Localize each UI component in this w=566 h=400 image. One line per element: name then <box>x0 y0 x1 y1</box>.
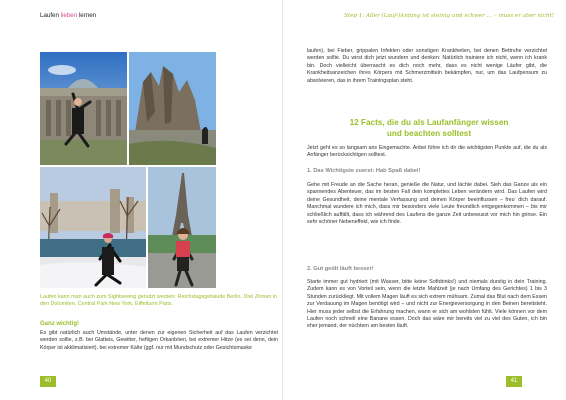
fact-1-body: Gehe mit Freude an die Sache heran, genieße die Natur, und lächle dabei. Sieh das Ganze als ein spannendes Abenteuer, das im besten Fall dein komplettes Leben verändern wird. Das Laufen wird deine Gesundheit, deine mentale Verfassung und deinen Körper beeinflussen – freu‘ dich darauf. Manchmal wundere ich mich, dass mir besonders viele Leute freundlich entgegenkommen – bis mir schließlich auffällt, dass ich während des Laufens die ganze Zeit unbewusst vor mich hin grinse. Ein sehr schöner Nebeneffekt, wie ich finde. <box>307 182 547 226</box>
page-number-right: 41 <box>506 376 522 387</box>
page-number-left: 40 <box>40 376 56 387</box>
book-header <box>40 12 96 19</box>
section-heading: Ganz wichtig! <box>40 321 79 327</box>
chapter-title-line-2: und beachten solltest <box>386 128 472 138</box>
photo-caption: Laufen kann man auch zum Sightseeing genutzt werden: Reichstagsgebäude Berlin, Drei Zinnen in den Dolomiten, Central Park New York, Eiffelturm Paris. <box>40 294 278 308</box>
photo-drei-zinnen <box>129 52 216 165</box>
chapter-intro: Jetzt geht es so langsam ans Eingemachte. Anbei führe ich dir die wichtigsten Punkte auf, die du als Anfänger berücksichtigen solltest. <box>307 145 547 159</box>
chapter-title <box>309 118 549 139</box>
fact-1-heading: 1. Das Wichtigste zuerst: Hab Spaß dabei! <box>307 168 421 174</box>
chapter-title-line-1: 12 Facts, die du als Laufanfänger wissen <box>349 118 509 127</box>
photo-central-park <box>40 167 146 288</box>
fact-2-body: Starte immer gut hydriert (mit Wasser, bitte keine Softdrinks!) und niemals durstig in dein Training. Zudem kann es von Vorteil sein, wenn die letzte Mahlzeit (je nach Umfang des Gerichtes) 1 bis 3 Stunden zurückliegt. Mit vollem Magen läuft es sich extrem mühsam. Zumal das Blut nach dem Essen zur Verdauung im Magen benötigt wird – und nicht zur Energieversorgung in den Beinen bereitsteht. Hier muss jeder selbst die Erfahrung machen, wann er sich am wohlsten fühlt. Viele können vor dem Laufen noch schnell eine Banane essen. Doch das wäre mir bereits viel zu viel des Guten, ich bin eher jemand, der nüchtern am besten läuft. <box>307 279 547 330</box>
header-part-3: lernen <box>77 12 97 19</box>
header-part-2: lieben <box>60 12 78 19</box>
running-head: Step 1: Aller (Lauf-)Anfang ist steinig und schwer … – muss er aber nicht! <box>344 13 554 19</box>
body-paragraph: Es gibt natürlich auch Umstände, unter denen zur eigenen Sicherheit auf das Laufen verzichtet werden sollte, z.B. bei Glatteis, Gewitter, heftigen Orkanböen, bei extremer Hitze (es sei denn, dein Körper ist akklimatisiert), bei extremer Kälte (ggf. nur mit Mundschutz oder Gesichtsmaske <box>40 330 278 351</box>
right-page <box>283 0 566 400</box>
intro-paragraph: laufen), bei Fieber, grippalen Infekten oder sonstigen Krankheiten, bei denen Bettruhe verzichtet werden sollte. Du wirst dich jetzt wundern und denken: Natürlich trainiere ich nicht, wenn ich krank bin. Doch vielleicht überrascht es dich noch mehr, dass es nicht wenige Läufer gibt, die Krankheitsanzeichen ihres Körpers mit Schmerzmitteln bekämpfen, nur, um das Laufpensum zu absolvieren, das in ihrem Trainingsplan steht. <box>307 48 547 84</box>
photo-reichstag-berlin <box>40 52 127 165</box>
photo-eiffel-tower-paris <box>148 167 216 288</box>
header-part-1: Laufen <box>40 12 61 19</box>
fact-2-heading: 2. Gut geölt läuft besser! <box>307 266 374 272</box>
